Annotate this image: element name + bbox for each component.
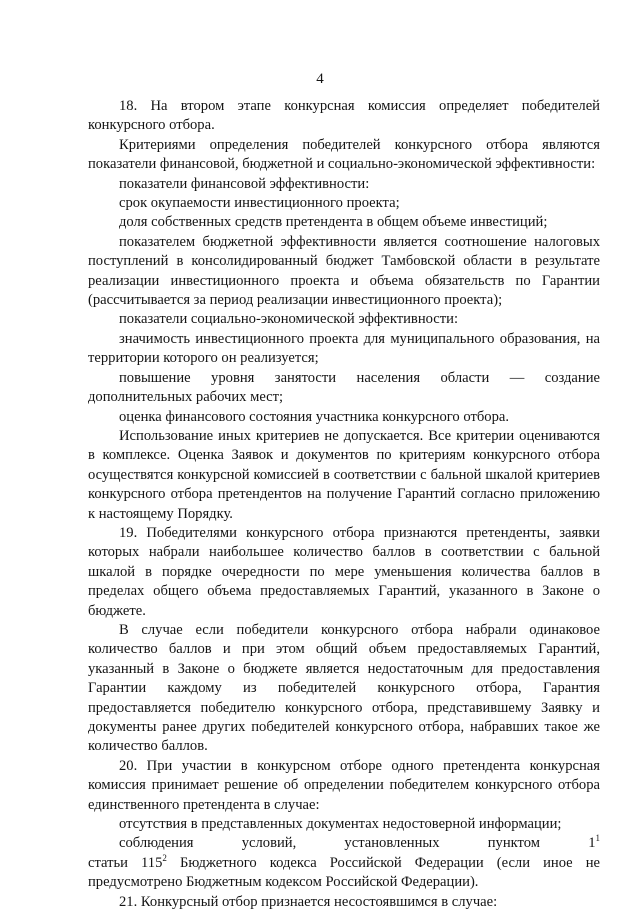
paragraph-19: 19. Победителями конкурсного отбора признаются претенденты, заявки которых набрали наибольшее количество баллов в соответствии с бальной шкалой в порядке очередности по мере уменьшения количества баллов в пределах общего объема предоставляемых Гарантий, указанного в Законе о бюджете.: [88, 524, 600, 619]
paragraph-employment: повышение уровня занятости населения области — создание дополнительных рабочих мест;: [88, 369, 600, 406]
paragraph-21: 21. Конкурсный отбор признается несостоявшимся в случае:: [119, 893, 498, 910]
paragraph-budget-efficiency: показателем бюджетной эффективности является соотношение налоговых поступлений в консолидированный бюджет Тамбовской области в результате реализации инвестиционного проекта и объема обязательств по Гарантии (рассчитывается за период реализации инвестиционного проекта);: [88, 233, 600, 309]
document-body: [88, 97, 600, 912]
paragraph-financial-indicators: показатели финансовой эффективности:: [119, 175, 370, 192]
paragraph-social-economic-indicators: показатели социально-экономической эффективности:: [119, 311, 459, 328]
superscript-1: 1: [595, 833, 600, 844]
superscript-2: 2: [162, 852, 167, 863]
page-number: 4: [316, 71, 324, 87]
paragraph-criteria: Критериями определения победителей конкурсного отбора являются показатели финансовой, бюджетной и социально-экономической эффективности:: [88, 136, 600, 173]
compliance-line-2: статьи $115^2$ Бюджетного кодекса Российской Федерации (если иное не предусмотрено Бюджетным кодексом Российской Федерации).: [88, 852, 600, 891]
paragraph-payback-period: срок окупаемости инвестиционного проекта;: [119, 195, 400, 212]
paragraph-compliance: [88, 834, 600, 892]
paragraph-equal-points: В случае если победители конкурсного отбора набрали одинаковое количество баллов и при этом общий объем предоставляемых Гарантий, указанный в Законе о бюджете является недостаточным для предоставления Гарантии каждому из победителей конкурсного отбора, Гарантия предоставляется победителю конкурсного отбора, представившему Заявку и документы ранее других победителей конкурсного отбора, набравших такое же количество баллов.: [88, 621, 600, 755]
paragraph-18: 18. На втором этапе конкурсная комиссия определяет победителей конкурсного отбора.: [88, 98, 600, 134]
paragraph-financial-state: оценка финансового состояния участника конкурсного отбора.: [119, 408, 509, 425]
paragraph-other-criteria: Использование иных критериев не допускается. Все критерии оцениваются в комплексе. Оценка Заявок и документов по критериям конкурсного отбора осуществятся конкурсной комиссией в соответствии с бальной шкалой критериев конкурсного отбора претендентов на получение Гарантий согласно приложению к настоящему Порядку.: [88, 427, 600, 522]
paragraph-municipal-significance: значимость инвестиционного проекта для муниципального образования, на территории которого он реализуется;: [88, 330, 600, 367]
paragraph-own-funds-share: доля собственных средств претендента в общем объеме инвестиций;: [119, 214, 548, 231]
compliance-line-1: соблюдения условий, установленных пунктом $1^1$: [119, 833, 600, 852]
paragraph-no-false-info: отсутствия в представленных документах недостоверной информации;: [119, 816, 562, 833]
paragraph-20: 20. При участии в конкурсном отборе одного претендента конкурсная комиссия принимает решение об определении победителем конкурсного отбора единственного претендента в случае:: [88, 757, 600, 813]
